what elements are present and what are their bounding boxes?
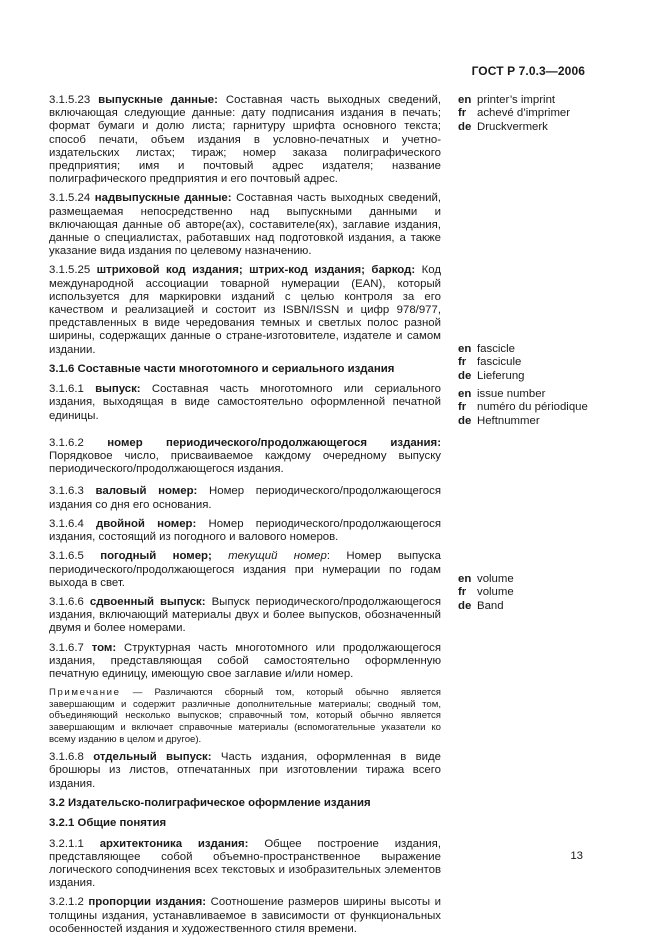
equivalent-row [458,370,628,383]
term-definition: Выпуск периодического/продолжающегося издания, включающий материалы двух и более выпусков, обозначенный двумя и более номерами. [49,595,442,635]
entry-number: 3.1.6.4 [49,517,84,530]
term-entry [49,751,441,791]
term-name: сдвоенный выпуск: [89,595,206,608]
equivalent-term: volume [477,573,514,585]
section-heading: 3.2 Издательско-полиграфическое оформление издания [49,796,371,809]
equivalent-term: Druckvermerk [477,120,548,133]
section-heading: 3.1.6 Составные части многотомного и сериального издания [49,362,395,375]
equivalent-term: Heftnummer [477,414,540,427]
note-label: Примечание [49,687,121,699]
entry-number: 3.1.5.25 [49,264,91,277]
lang-code: de [458,120,472,133]
equivalent-row [458,356,628,369]
entry-number: 3.1.6.2 [49,436,84,449]
note-text: — Различаются сборный том, который обычно является завершающим и содержит различные дополнительные материалы; сводный том, объединяющий несколько выпусков; справочный том, который обычно является завершающим и включает справочные материалы (вспомогательные указатели ко всему изданию в целом и другое). [49,687,441,745]
term-name: валовый номер: [95,485,198,498]
term-name: двойной номер: [96,517,197,530]
lang-code: de [458,414,472,427]
term-name: надвыпускные данные: [94,192,232,205]
equivalent-term: Lieferung [477,369,525,382]
term-definition: Номер периодического/продолжающегося издания со дня его основания. [49,485,441,511]
equivalent-term: Band [477,599,504,612]
equivalents-imprint [458,94,628,134]
equivalent-term: numéro du périodique [477,401,588,414]
term-synonym: текущий номер [228,550,327,563]
equivalent-row [458,600,628,613]
equivalent-row [458,343,628,356]
term-name: отдельный выпуск: [93,751,212,764]
lang-code: de [458,599,472,612]
equivalent-row [458,388,628,401]
term-definition: Номер периодического/продолжающегося издания, состоящий из погодного и валового номеров. [49,517,441,544]
equivalent-row [458,573,628,586]
term-definition: Структурная часть многотомного или продолжающегося издания, представляющая собой самостоятельно оформленную печатную единицу, имеющую свое заглавие и/или номер. [49,641,441,680]
term-name: погодный номер; [100,550,212,563]
term-name: архитектоника издания: [99,837,249,850]
document-code: ГОСТ Р 7.0.3—2006 [471,64,585,78]
term-definition: Составная часть многотомного или сериального издания, выходящая в виде самостоятельно оформленной печатной единицы. [49,383,441,422]
term-definition: Соотношение размеров ширины высоты и толщины издания, устанавливаемое в зависимости от функциональных особенностей издания и художественного стиля времени. [49,896,441,935]
lang-code: de [458,369,472,382]
term-entry [49,383,441,423]
equivalent-row [458,94,628,107]
entry-number: 3.1.5.23 [49,94,91,106]
equivalents-fascicle [458,343,628,383]
subsection-heading: 3.2.1 Общие понятия [49,817,167,830]
entry-number: 3.1.6.5 [49,550,84,563]
term-entry [49,192,441,258]
equivalent-row [458,107,628,120]
term-definition: Составная часть выходных сведений, включающая следующие данные: дату подписания издания в печать; формат бумаги и долю листа; гарнитуру шрифта основного текста; способ печати, объем издания в условно-печатных и учетно-издательских листах; тираж; номер заказа полиграфического предприятия; имя и почтовый адрес издателя; название полиграфического предприятия и его почтовый адрес. [49,94,441,186]
term-definition: Общее построение издания, представляющее собой объемно-пространственное выражение логического соподчинения всех текстовых и изобразительных элементов издания. [49,837,441,890]
entry-number: 3.1.6.8 [49,751,84,764]
term-entry [49,518,441,544]
equivalent-term: fascicule [477,356,522,369]
equivalent-term: printer’s imprint [477,94,556,106]
note-block [49,687,441,745]
term-name: пропорции издания: [88,896,207,909]
equivalent-row [458,121,628,134]
equivalent-row [458,401,628,414]
term-entry [49,896,441,936]
term-entry [49,550,441,590]
entry-number: 3.1.6.3 [49,485,84,498]
page-number: 13 [570,850,583,862]
entry-number: 3.1.6.1 [49,383,84,396]
term-name: номер периодического/продолжающегося издания: [107,436,441,449]
term-entry [49,596,441,636]
term-entry [49,264,441,356]
term-entry [49,642,441,682]
equivalent-term: volume [477,586,514,599]
term-definition: Составная часть выходных сведений, размещаемая непосредственно над выпускными данными и включающая данные об авторе(ах), составителе(ях), заглавие издания, данные о специалистах, работавших над подготовкой издания, а также указание вида издания по целевому назначению. [49,192,441,258]
lang-code: fr [458,356,467,369]
equivalent-term: issue number [477,388,546,400]
lang-code: en [458,343,472,355]
entry-number: 3.1.6.7 [49,641,84,654]
term-entry [49,485,441,511]
term-name: выпуск: [95,383,141,396]
lang-code: en [458,573,472,585]
lang-code: fr [458,586,467,599]
main-column [49,94,441,942]
equivalent-term: achevé d’imprimer [477,107,571,120]
term-entry [49,94,441,186]
equivalent-term: fascicle [477,343,515,355]
equivalents-volume [458,573,628,613]
term-entry [49,437,441,477]
equivalents-issue [458,388,628,428]
entry-number: 3.2.1.2 [49,896,84,909]
lang-code: en [458,388,472,400]
entry-number: 3.2.1.1 [49,837,84,850]
term-name: выпускные данные: [98,94,218,106]
term-definition: Порядковое число, присваиваемое каждому очередному выпуску периодического/продолжающегося издания. [49,450,441,476]
term-definition: Часть издания, оформленная в виде брошюры из листов, отпечатанных при изготовлении тиража всего издания. [49,751,441,790]
equivalent-row [458,586,628,599]
term-definition: : Номер выпуска периодического/продолжающегося издания при нумерации по годам выхода в свет. [49,550,441,589]
entry-number: 3.1.5.24 [49,192,91,205]
lang-code: en [458,94,472,106]
lang-code: fr [458,401,467,414]
term-name: штриховой код издания; штрих-код издания; баркод: [96,264,416,277]
entry-number: 3.1.6.6 [49,595,84,608]
lang-code: fr [458,107,467,120]
term-entry [49,838,441,891]
term-name: том: [91,641,117,654]
term-definition: Код международной ассоциации товарной нумерации (EAN), который используется для маркировки изданий с целью контроля за его качеством и реализацией и состоит из ISBN/ISSN и цифр 978/977, представленных в виде чередования темных и светлых полос разной ширины, содержащих данные о стране-изготовителе, издателе и самом издании. [49,264,441,356]
equivalent-row [458,415,628,428]
